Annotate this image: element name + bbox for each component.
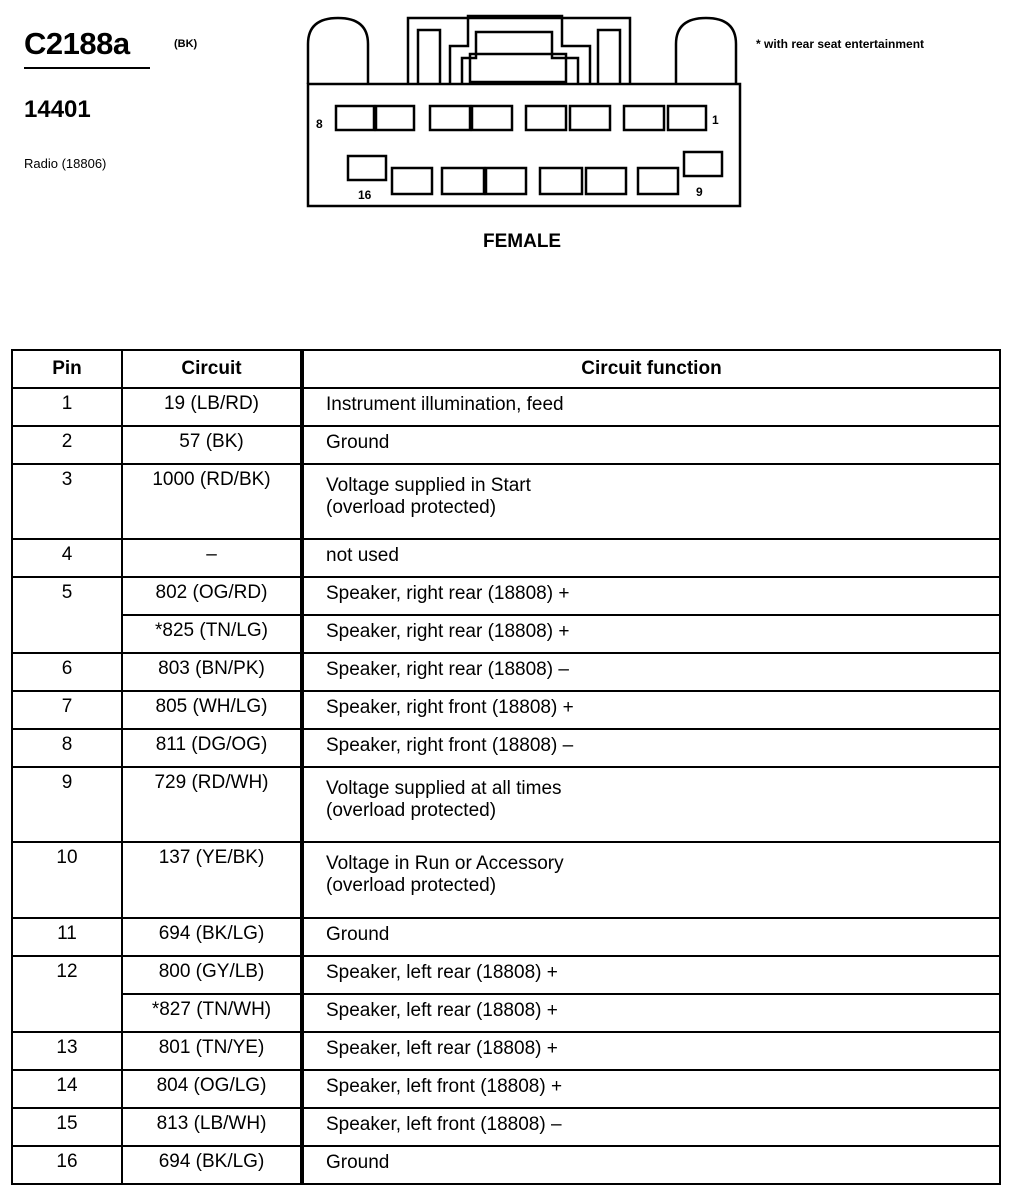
cavity-9 <box>684 152 722 176</box>
cavity-14 <box>442 168 484 194</box>
keying-inner <box>418 30 440 84</box>
pin-number: 2 <box>12 426 122 464</box>
footnote: * with rear seat entertainment <box>756 37 925 51</box>
circuit-function <box>302 729 1000 767</box>
table-row <box>12 842 1000 918</box>
pin-number: 10 <box>12 842 122 918</box>
circuit-function-line: Speaker, right rear (18808) + <box>326 621 570 642</box>
pin-label-bottom-right: 9 <box>696 185 703 199</box>
pin-table <box>11 349 1001 1185</box>
connector-gender: FEMALE <box>483 231 562 252</box>
table-row <box>12 1146 1000 1184</box>
circuit-function <box>302 691 1000 729</box>
circuit-code: 1000 (RD/BK) <box>122 464 302 539</box>
pin-number: 5 <box>12 577 122 653</box>
pin-number: 6 <box>12 653 122 691</box>
table-row <box>12 539 1000 577</box>
circuit-function-line: Instrument illumination, feed <box>326 394 564 415</box>
pin-table-header <box>12 350 1000 388</box>
part-number: 14401 <box>24 96 91 123</box>
circuit-code: *825 (TN/LG) <box>122 615 302 653</box>
circuit-function-line: Speaker, left rear (18808) + <box>326 962 558 983</box>
cavity-10 <box>638 168 678 194</box>
pin-number: 11 <box>12 918 122 956</box>
circuit-code: 802 (OG/RD) <box>122 577 302 615</box>
circuit-function <box>302 1070 1000 1108</box>
circuit-function-line: not used <box>326 545 399 566</box>
cavity-13 <box>486 168 526 194</box>
circuit-function <box>302 539 1000 577</box>
circuit-function-line: Speaker, right rear (18808) – <box>326 659 569 680</box>
circuit-code: *827 (TN/WH) <box>122 994 302 1032</box>
connector-body <box>308 84 740 206</box>
table-row <box>12 691 1000 729</box>
component-name: Radio (18806) <box>24 156 107 171</box>
circuit-code: 804 (OG/LG) <box>122 1070 302 1108</box>
circuit-function-line: Voltage supplied at all times <box>326 778 562 799</box>
table-row <box>12 426 1000 464</box>
circuit-function <box>302 426 1000 464</box>
circuit-function-line: Speaker, left front (18808) + <box>326 1076 563 1097</box>
circuit-code: 137 (YE/BK) <box>122 842 302 918</box>
circuit-code: 800 (GY/LB) <box>122 956 302 994</box>
circuit-function-line: Voltage supplied in Start <box>326 475 531 496</box>
circuit-function <box>302 653 1000 691</box>
table-row <box>12 918 1000 956</box>
table-row <box>12 956 1000 994</box>
cavity-4 <box>526 106 566 130</box>
circuit-code: 694 (BK/LG) <box>122 1146 302 1184</box>
header-circuit: Circuit <box>122 350 302 388</box>
table-row <box>12 577 1000 615</box>
cavity-7 <box>376 106 414 130</box>
connector-color: (BK) <box>174 38 198 50</box>
cavity-2 <box>624 106 664 130</box>
circuit-function <box>302 767 1000 842</box>
cavity-15 <box>392 168 432 194</box>
pin-number: 13 <box>12 1032 122 1070</box>
pin-number: 7 <box>12 691 122 729</box>
circuit-function-line: Speaker, right front (18808) – <box>326 735 574 756</box>
circuit-function <box>302 956 1000 994</box>
table-row <box>12 653 1000 691</box>
circuit-code: 57 (BK) <box>122 426 302 464</box>
pin-number: 9 <box>12 767 122 842</box>
pin-number: 16 <box>12 1146 122 1184</box>
circuit-function-line: Ground <box>326 924 390 945</box>
pin-number: 15 <box>12 1108 122 1146</box>
circuit-code: 729 (RD/WH) <box>122 767 302 842</box>
table-row <box>12 767 1000 842</box>
table-row <box>12 1108 1000 1146</box>
pin-number: 8 <box>12 729 122 767</box>
pin-number: 1 <box>12 388 122 426</box>
keying-outer <box>408 18 630 84</box>
circuit-code: 811 (DG/OG) <box>122 729 302 767</box>
circuit-function-line: (overload protected) <box>326 497 497 518</box>
cavity-16 <box>348 156 386 180</box>
circuit-code: – <box>122 539 302 577</box>
pin-label-bottom-left: 16 <box>358 188 372 202</box>
circuit-function-line: Speaker, right front (18808) + <box>326 697 574 718</box>
circuit-function-line: Speaker, left rear (18808) + <box>326 1038 558 1059</box>
pin-number: 14 <box>12 1070 122 1108</box>
cavity-12 <box>540 168 582 194</box>
pin-number: 4 <box>12 539 122 577</box>
circuit-function <box>302 615 1000 653</box>
circuit-function <box>302 842 1000 918</box>
table-row <box>12 1032 1000 1070</box>
circuit-function <box>302 1146 1000 1184</box>
table-row <box>12 464 1000 539</box>
circuit-code: 813 (LB/WH) <box>122 1108 302 1146</box>
circuit-function <box>302 1032 1000 1070</box>
circuit-function <box>302 994 1000 1032</box>
circuit-function <box>302 1108 1000 1146</box>
table-row <box>12 1070 1000 1108</box>
pin-number: 3 <box>12 464 122 539</box>
table-row <box>12 994 1000 1032</box>
right-latch <box>676 18 736 84</box>
cavity-8 <box>336 106 374 130</box>
connector-face-diagram <box>300 6 750 216</box>
circuit-code: 803 (BN/PK) <box>122 653 302 691</box>
cavity-11 <box>586 168 626 194</box>
table-row <box>12 388 1000 426</box>
circuit-function-line: (overload protected) <box>326 800 497 821</box>
cavity-5 <box>472 106 512 130</box>
cavity-6 <box>430 106 470 130</box>
cavity-1 <box>668 106 706 130</box>
circuit-code: 19 (LB/RD) <box>122 388 302 426</box>
circuit-function-line: Voltage in Run or Accessory <box>326 853 564 874</box>
circuit-function <box>302 918 1000 956</box>
pin-label-top-right: 1 <box>712 113 719 127</box>
circuit-function <box>302 388 1000 426</box>
table-row <box>12 615 1000 653</box>
header-pin: Pin <box>12 350 122 388</box>
circuit-function-line: Speaker, left rear (18808) + <box>326 1000 558 1021</box>
cavity-3 <box>570 106 610 130</box>
left-latch <box>308 18 368 84</box>
circuit-function-line: (overload protected) <box>326 875 497 896</box>
pin-number: 12 <box>12 956 122 1032</box>
table-row <box>12 729 1000 767</box>
circuit-function-line: Speaker, left front (18808) – <box>326 1114 562 1135</box>
pin-table-body <box>12 388 1000 1184</box>
connector-id: C2188a <box>24 26 130 61</box>
circuit-code: 801 (TN/YE) <box>122 1032 302 1070</box>
circuit-function-line: Ground <box>326 1152 390 1173</box>
circuit-function <box>302 577 1000 615</box>
circuit-function-line: Ground <box>326 432 390 453</box>
connector-id-underline <box>24 67 150 69</box>
circuit-function-line: Speaker, right rear (18808) + <box>326 583 570 604</box>
circuit-function <box>302 464 1000 539</box>
circuit-code: 805 (WH/LG) <box>122 691 302 729</box>
header-function: Circuit function <box>302 350 1000 388</box>
pin-label-top-left: 8 <box>316 117 323 131</box>
circuit-code: 694 (BK/LG) <box>122 918 302 956</box>
